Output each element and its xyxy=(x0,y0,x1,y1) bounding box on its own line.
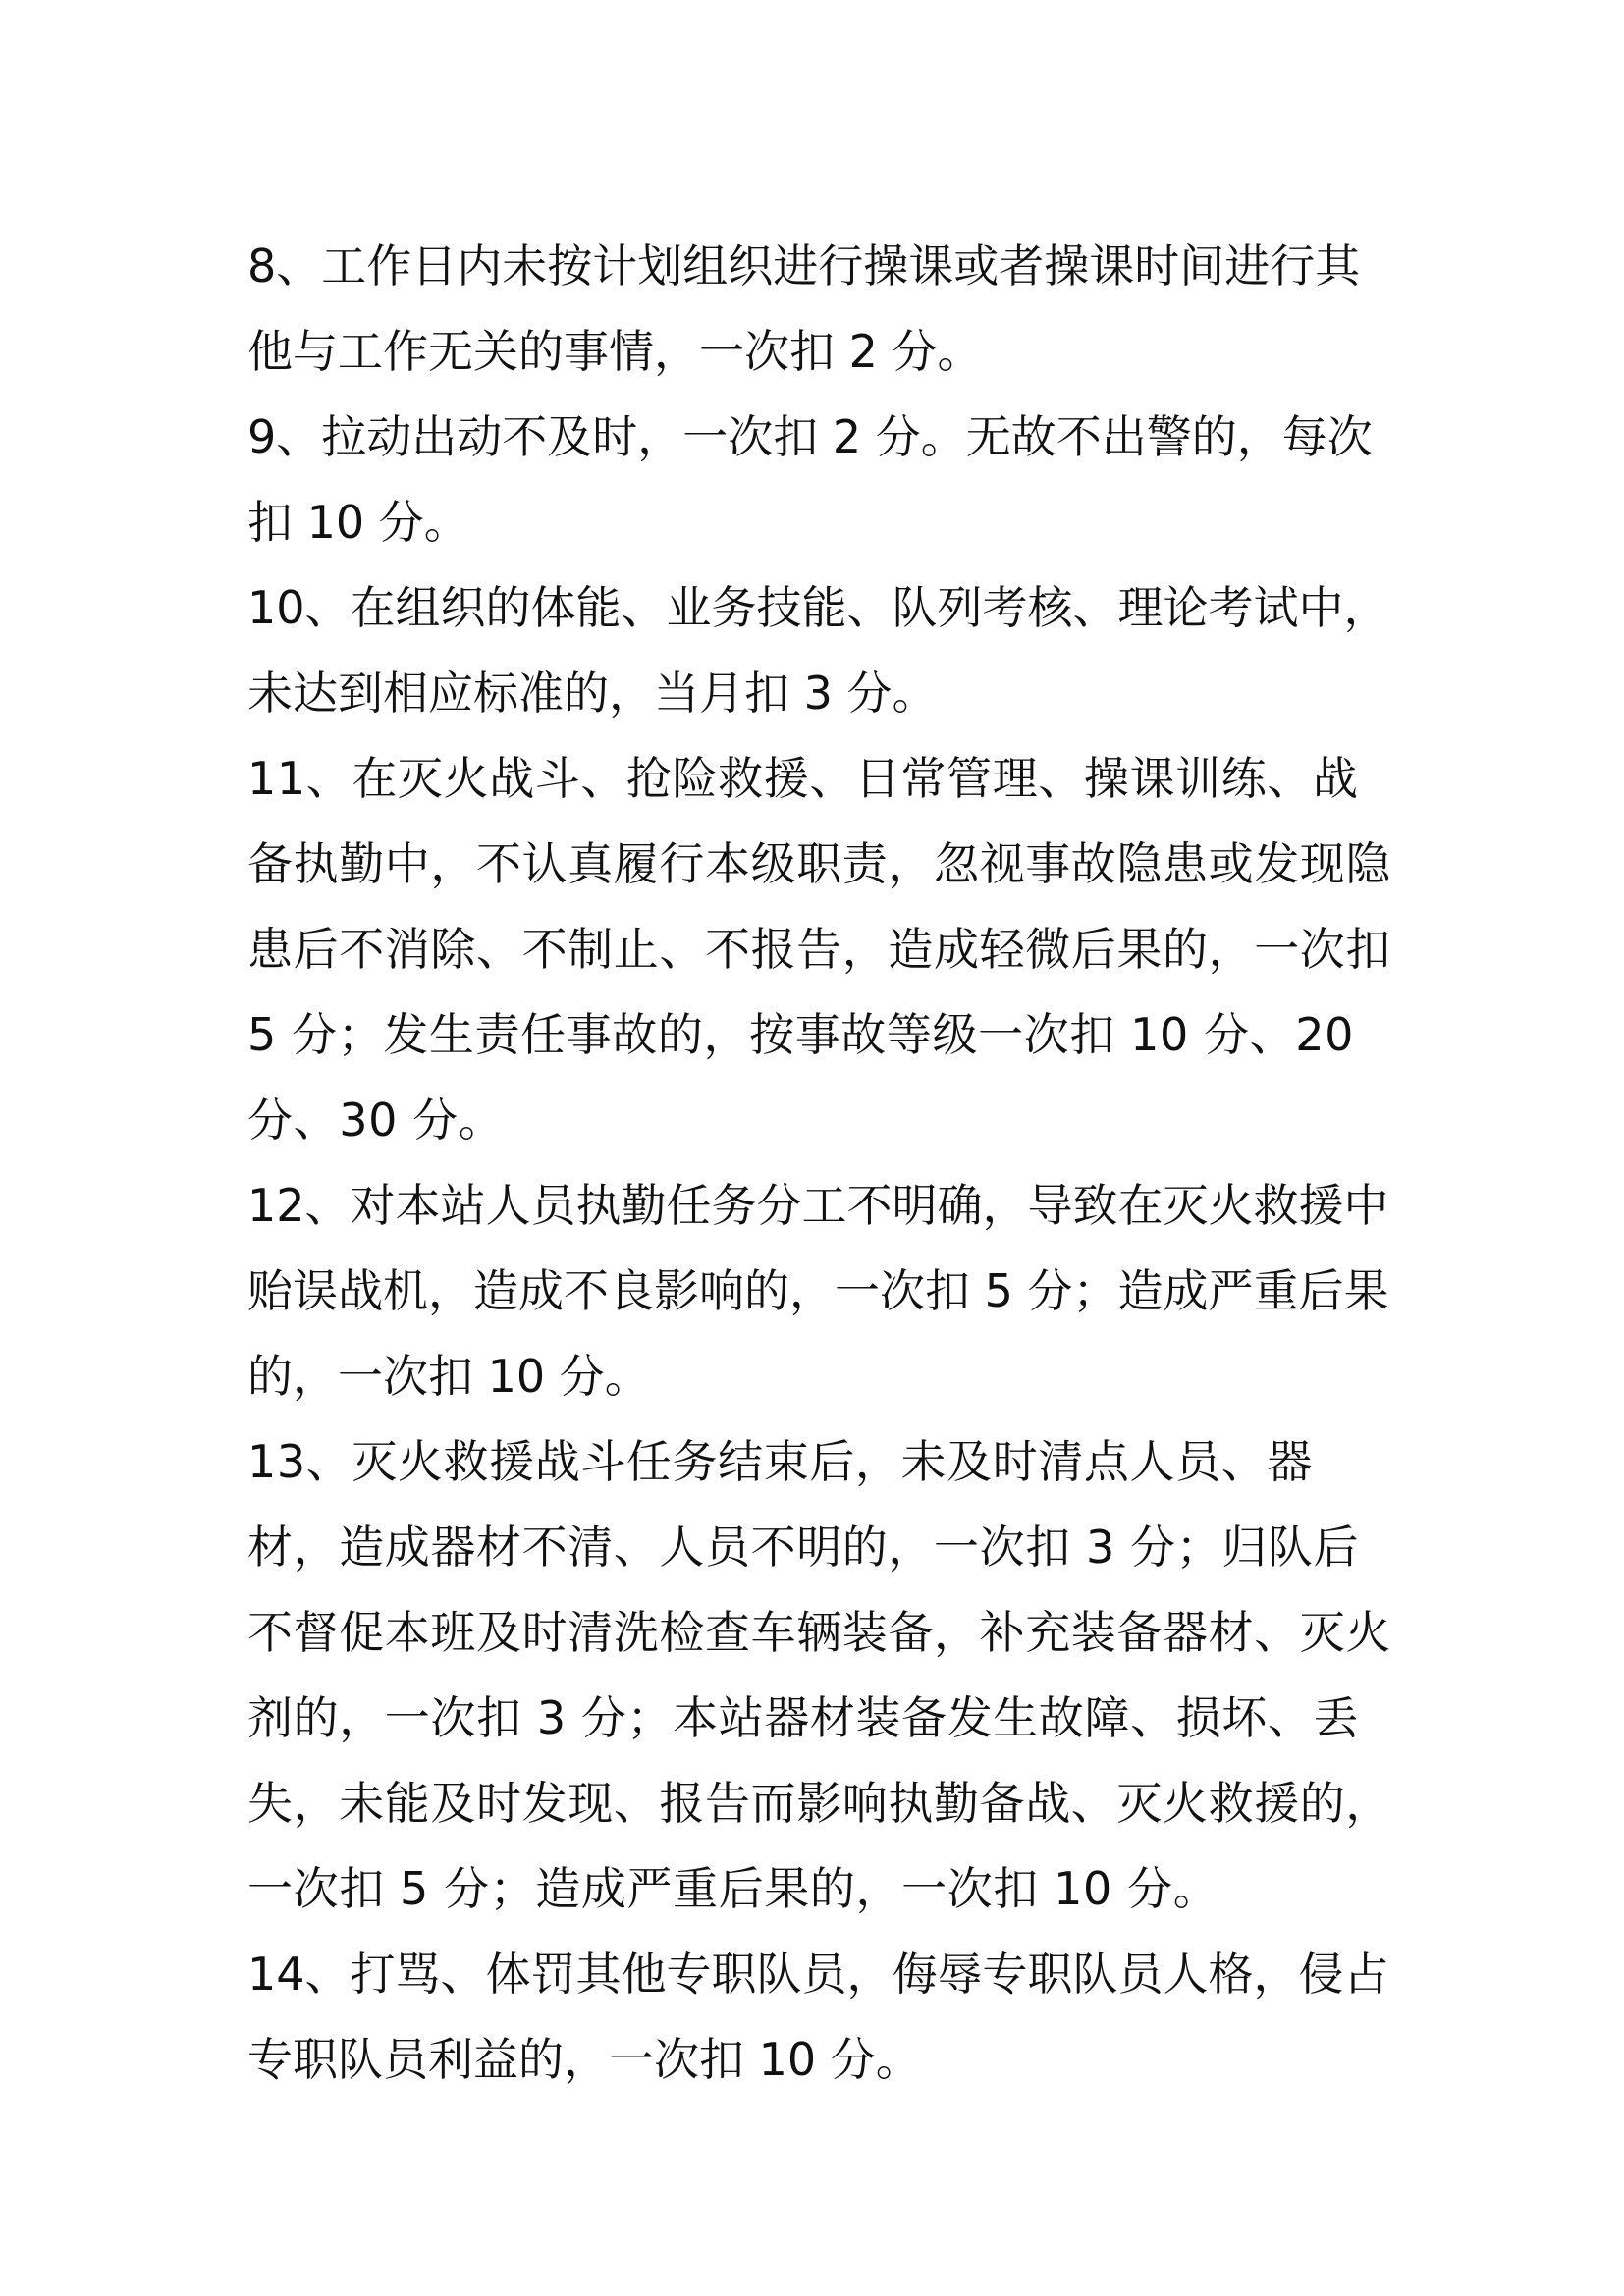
rule-item-10: 10、在组织的体能、业务技能、队列考核、理论考试中，未达到相应标准的，当月扣 3 分。 xyxy=(247,581,1389,720)
rule-item-9: 9、拉动出动不及时，一次扣 2 分。无故不出警的，每次扣 10 分。 xyxy=(247,410,1373,549)
document-page xyxy=(247,224,1394,2103)
rule-item-11: 11、在灭火战斗、抢险救援、日常管理、操课训练、战备执勤中，不认真履行本级职责，忽视事故隐患或发现隐患后不消除、不制止、不报告，造成轻微后果的，一次扣 5 分；发生责任事故的，按事故等级一次扣 10 分、20 分、30 分。 xyxy=(247,752,1391,1147)
rule-item-14: 14、打骂、体罚其他专职队员，侮辱专职队员人格，侵占专职队员利益的，一次扣 10 分。 xyxy=(247,1948,1389,2086)
rule-item-13: 13、灭火救援战斗任务结束后，未及时清点人员、器材，造成器材不清、人员不明的，一次扣 3 分；归队后不督促本班及时清洗检查车辆装备，补充装备器材、灭火剂的，一次扣 3 分；本站器材装备发生故障、损坏、丢失，未能及时发现、报告而影响执勤备战、灭火救援的，一次扣 5 分；造成严重后果的，一次扣 10 分。 xyxy=(247,1435,1391,1915)
rule-item-12: 12、对本站人员执勤任务分工不明确，导致在灭火救援中贻误战机，造成不良影响的，一次扣 5 分；造成严重后果的，一次扣 10 分。 xyxy=(247,1179,1389,1403)
rule-item-8: 8、工作日内未按计划组织进行操课或者操课时间进行其他与工作无关的事情，一次扣 2 分。 xyxy=(247,240,1361,378)
